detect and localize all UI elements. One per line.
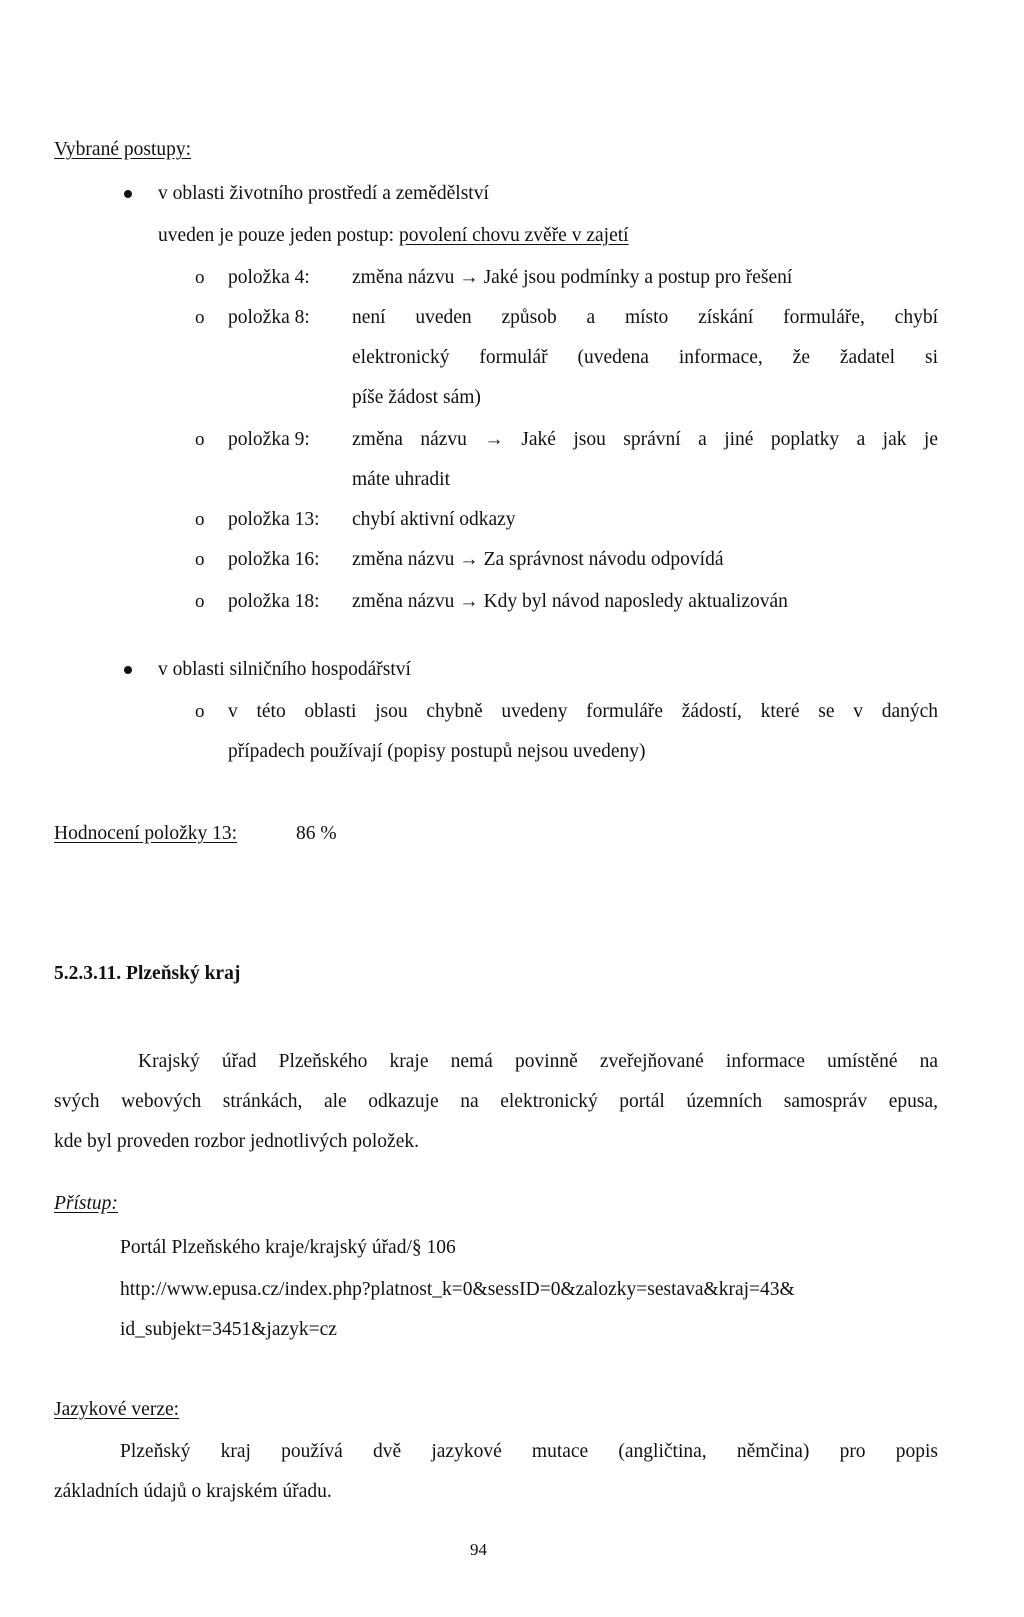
access-url[interactable]: http://www.epusa.cz/index.php?platnost_k=0&sessID=0&zalozky=sestava&kraj=43& xyxy=(120,1279,795,1300)
paragraph-line: Krajský úřad Plzeňského kraje nemá povinně zveřejňované informace umístěné na xyxy=(138,1051,938,1072)
item-text: změna názvu → Kdy byl návod naposledy aktualizován xyxy=(352,591,788,612)
access-label: Přístup: xyxy=(54,1193,118,1214)
rating-label: Hodnocení položky 13: xyxy=(54,823,238,844)
access-url[interactable]: id_subjekt=3451&jazyk=cz xyxy=(120,1319,337,1340)
item-text: změna názvu → Za správnost návodu odpovídá xyxy=(352,549,724,570)
section-heading: 5.2.3.11. Plzeňský kraj xyxy=(54,963,241,984)
section-title: Vybrané postupy: xyxy=(54,139,192,160)
area1-title: v oblasti životního prostředí a zemědělství xyxy=(158,183,489,204)
item-text: máte uhradit xyxy=(352,469,451,490)
circle-bullet-icon: o xyxy=(195,307,205,328)
item-label: položka 4: xyxy=(228,267,310,288)
area2-title: v oblasti silničního hospodářství xyxy=(158,659,411,680)
access-line: Portál Plzeňského kraje/krajský úřad/§ 106 xyxy=(120,1237,456,1258)
languages-label: Jazykové verze: xyxy=(54,1399,180,1420)
page-number: 94 xyxy=(470,1540,487,1559)
circle-bullet-icon: o xyxy=(195,549,205,570)
area2-text: případech používají (popisy postupů nejsou uvedeny) xyxy=(228,741,646,762)
item-label: položka 13: xyxy=(228,509,320,530)
rating-value: 86 % xyxy=(296,823,337,844)
procedure-link[interactable]: povolení chovu zvěře v zajetí xyxy=(398,225,629,246)
languages-line: základních údajů o krajském úřadu. xyxy=(54,1481,332,1502)
bullet-icon xyxy=(124,190,132,198)
item-text: není uveden způsob a místo získání formuláře, chybí xyxy=(352,307,938,328)
item-text: změna názvu → Jaké jsou správní a jiné poplatky a jak je xyxy=(352,429,938,450)
item-text: chybí aktivní odkazy xyxy=(352,509,516,530)
item-label: položka 9: xyxy=(228,429,310,450)
item-label: položka 18: xyxy=(228,591,320,612)
circle-bullet-icon: o xyxy=(195,429,205,450)
paragraph-line: kde byl proveden rozbor jednotlivých položek. xyxy=(54,1131,419,1152)
circle-bullet-icon: o xyxy=(195,509,205,530)
paragraph-line: svých webových stránkách, ale odkazuje na elektronický portál územních samospráv epusa, xyxy=(54,1091,938,1112)
item-text: píše žádost sám) xyxy=(352,387,481,408)
circle-bullet-icon: o xyxy=(195,701,205,722)
area1-intro xyxy=(158,224,629,248)
bullet-icon xyxy=(124,666,132,674)
languages-line: Plzeňský kraj používá dvě jazykové mutace (angličtina, němčina) pro popis xyxy=(120,1441,938,1462)
item-text: elektronický formulář (uvedena informace, že žadatel si xyxy=(352,347,938,368)
area2-text: v této oblasti jsou chybně uvedeny formuláře žádostí, které se v daných xyxy=(228,701,938,722)
item-label: položka 16: xyxy=(228,549,320,570)
item-text: změna názvu → Jaké jsou podmínky a postup pro řešení xyxy=(352,267,793,288)
circle-bullet-icon: o xyxy=(195,267,205,288)
circle-bullet-icon: o xyxy=(195,591,205,612)
area1-intro-prefix: uveden je pouze jeden postup: xyxy=(158,225,395,246)
item-label: položka 8: xyxy=(228,307,310,328)
